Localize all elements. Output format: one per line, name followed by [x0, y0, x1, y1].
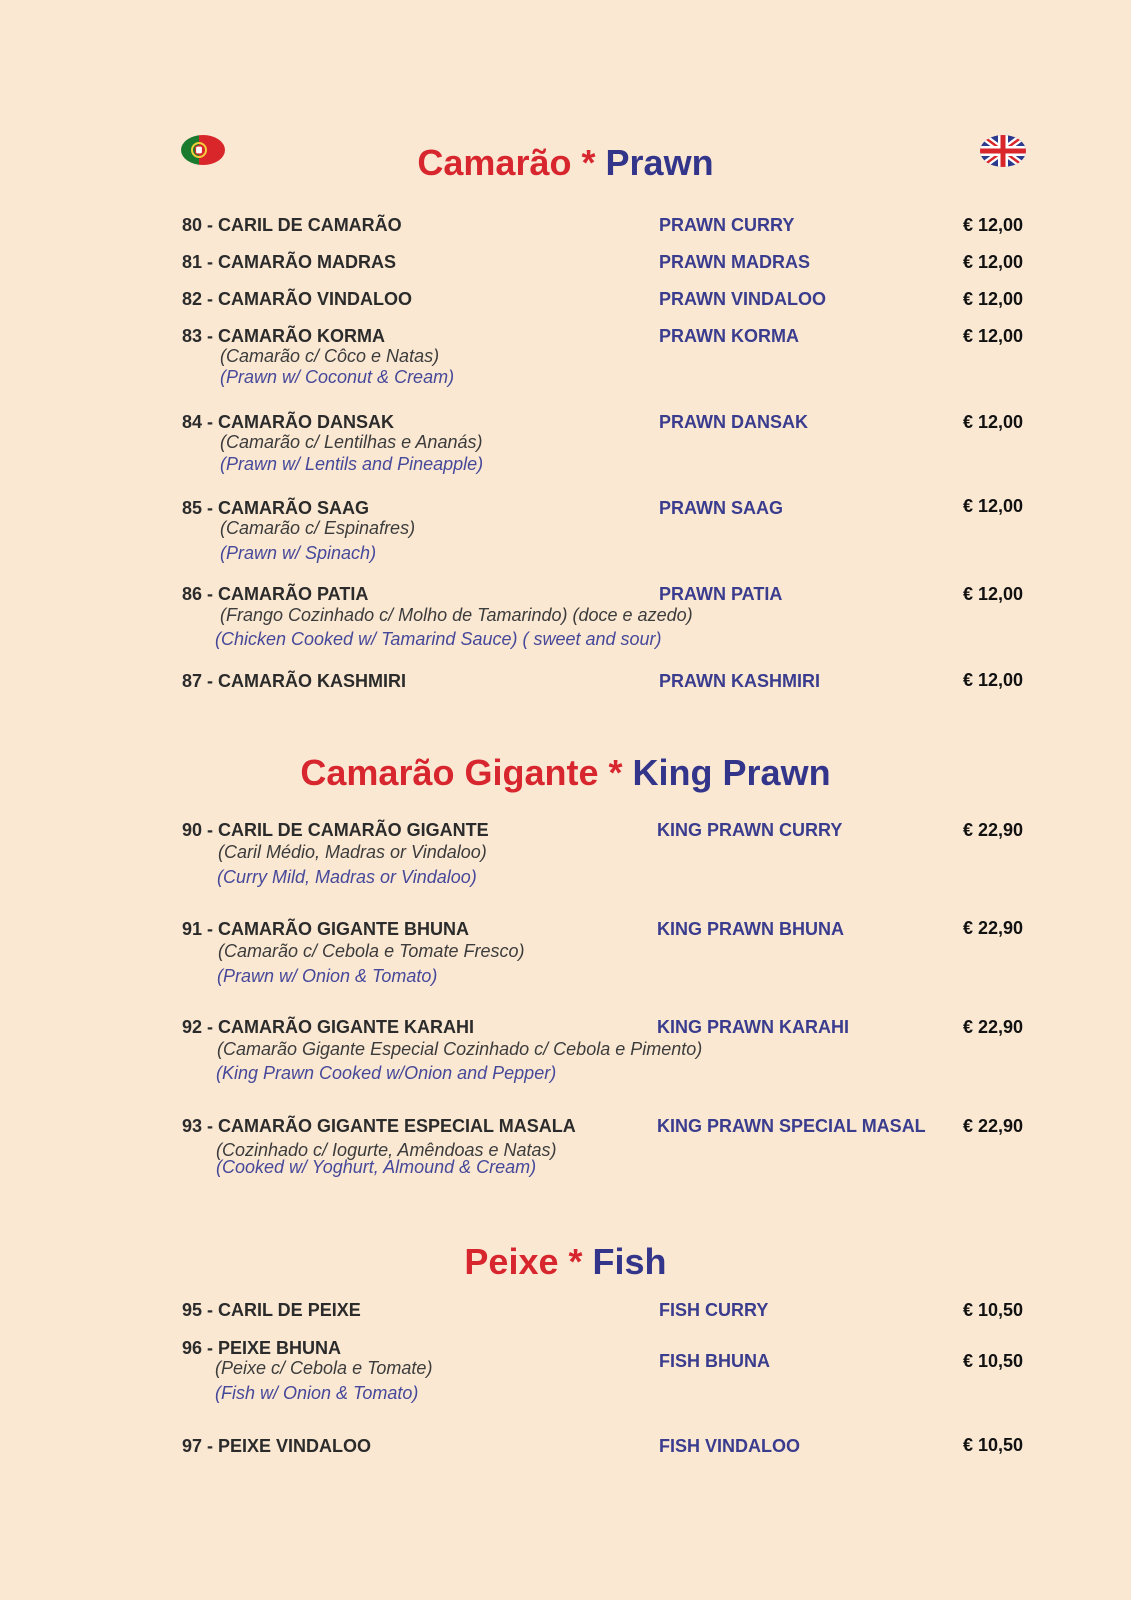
section-title-fish — [0, 1241, 1131, 1283]
item-name-en: KING PRAWN CURRY — [657, 820, 843, 840]
item-price: € 12,00 — [963, 289, 1024, 309]
item-price: € 12,00 — [963, 670, 1024, 690]
item-name-pt: 86 - CAMARÃO PATIA — [182, 584, 369, 604]
item-name-pt: 92 - CAMARÃO GIGANTE KARAHI — [182, 1017, 475, 1037]
item-name-pt: 84 - CAMARÃO DANSAK — [182, 412, 395, 432]
item-name-pt: 80 - CARIL DE CAMARÃO — [182, 215, 402, 235]
section-title-en: Prawn — [605, 142, 714, 183]
item-price: € 12,00 — [963, 412, 1024, 432]
item-description-en: (Prawn w/ Coconut & Cream) — [220, 367, 455, 387]
item-name-pt: 87 - CAMARÃO KASHMIRI — [182, 671, 407, 691]
item-name-en: FISH BHUNA — [659, 1351, 770, 1371]
item-name-pt: 90 - CARIL DE CAMARÃO GIGANTE — [182, 820, 489, 840]
item-description-en: (Chicken Cooked w/ Tamarind Sauce) ( sweet and sour) — [215, 629, 662, 649]
section-title-king-prawn — [0, 752, 1131, 794]
item-name-pt: 83 - CAMARÃO KORMA — [182, 326, 386, 346]
item-name-pt: 96 - PEIXE BHUNA — [182, 1338, 342, 1358]
item-price: € 12,00 — [963, 252, 1024, 272]
section-title-pt: Peixe — [464, 1241, 559, 1282]
item-name-en: PRAWN VINDALOO — [659, 289, 827, 309]
item-description-en: (Prawn w/ Onion & Tomato) — [217, 966, 438, 986]
item-name-en: KING PRAWN KARAHI — [657, 1017, 849, 1037]
item-description-pt: (Frango Cozinhado c/ Molho de Tamarindo) (doce e azedo) — [220, 605, 693, 625]
item-description-pt: (Camarão Gigante Especial Cozinhado c/ Cebola e Pimento) — [217, 1039, 703, 1059]
item-name-en: PRAWN MADRAS — [659, 252, 810, 272]
item-name-pt: 82 - CAMARÃO VINDALOO — [182, 289, 413, 309]
item-description-en: (Cooked w/ Yoghurt, Almound & Cream) — [216, 1157, 537, 1177]
item-price: € 22,90 — [963, 1017, 1024, 1037]
item-name-en: FISH CURRY — [659, 1300, 769, 1320]
item-description-pt: (Peixe c/ Cebola e Tomate) — [215, 1358, 433, 1378]
item-name-en: PRAWN DANSAK — [659, 412, 809, 432]
item-price: € 22,90 — [963, 1116, 1024, 1136]
item-price: € 10,50 — [963, 1300, 1024, 1320]
section-title-en: Fish — [592, 1241, 667, 1282]
item-description-en: (King Prawn Cooked w/Onion and Pepper) — [216, 1063, 557, 1083]
item-name-en: KING PRAWN BHUNA — [657, 919, 844, 939]
item-description-en: (Fish w/ Onion & Tomato) — [215, 1383, 419, 1403]
item-name-en: PRAWN KASHMIRI — [659, 671, 820, 691]
item-description-en: (Prawn w/ Spinach) — [220, 543, 377, 563]
item-description-en: (Prawn w/ Lentils and Pineapple) — [220, 454, 484, 474]
item-description-pt: (Camarão c/ Espinafres) — [220, 518, 416, 538]
item-price: € 10,50 — [963, 1435, 1024, 1455]
item-price: € 12,00 — [963, 584, 1024, 604]
item-price: € 10,50 — [963, 1351, 1024, 1371]
title-separator: * — [581, 142, 596, 183]
section-title-pt: Camarão — [417, 142, 572, 183]
item-name-en: PRAWN CURRY — [659, 215, 795, 235]
item-name-pt: 97 - PEIXE VINDALOO — [182, 1436, 372, 1456]
item-name-en: KING PRAWN SPECIAL MASAL — [657, 1116, 926, 1136]
item-price: € 22,90 — [963, 918, 1024, 938]
item-name-en: PRAWN PATIA — [659, 584, 783, 604]
item-price: € 12,00 — [963, 326, 1024, 346]
item-price: € 12,00 — [963, 496, 1024, 516]
item-name-pt: 81 - CAMARÃO MADRAS — [182, 252, 397, 272]
item-description-en: (Curry Mild, Madras or Vindaloo) — [217, 867, 477, 887]
section-title-prawn — [0, 142, 1131, 184]
item-name-en: FISH VINDALOO — [659, 1436, 801, 1456]
item-name-en: PRAWN SAAG — [659, 498, 784, 518]
item-name-pt: 91 - CAMARÃO GIGANTE BHUNA — [182, 919, 470, 939]
item-description-pt: (Camarão c/ Côco e Natas) — [220, 346, 440, 366]
item-description-pt: (Cozinhado c/ Iogurte, Amêndoas e Natas) — [216, 1140, 557, 1160]
item-name-pt: 93 - CAMARÃO GIGANTE ESPECIAL MASALA — [182, 1116, 576, 1136]
item-description-pt: (Camarão c/ Lentilhas e Ananás) — [220, 432, 483, 452]
item-price: € 12,00 — [963, 215, 1024, 235]
item-price: € 22,90 — [963, 820, 1024, 840]
item-description-pt: (Camarão c/ Cebola e Tomate Fresco) — [218, 941, 525, 961]
item-name-pt: 85 - CAMARÃO SAAG — [182, 498, 370, 518]
item-description-pt: (Caril Médio, Madras or Vindaloo) — [218, 842, 487, 862]
item-name-en: PRAWN KORMA — [659, 326, 799, 346]
title-separator: * — [568, 1241, 583, 1282]
item-name-pt: 95 - CARIL DE PEIXE — [182, 1300, 361, 1320]
section-title-en: King Prawn — [632, 752, 831, 793]
section-title-pt: Camarão Gigante — [300, 752, 599, 793]
title-separator: * — [608, 752, 623, 793]
